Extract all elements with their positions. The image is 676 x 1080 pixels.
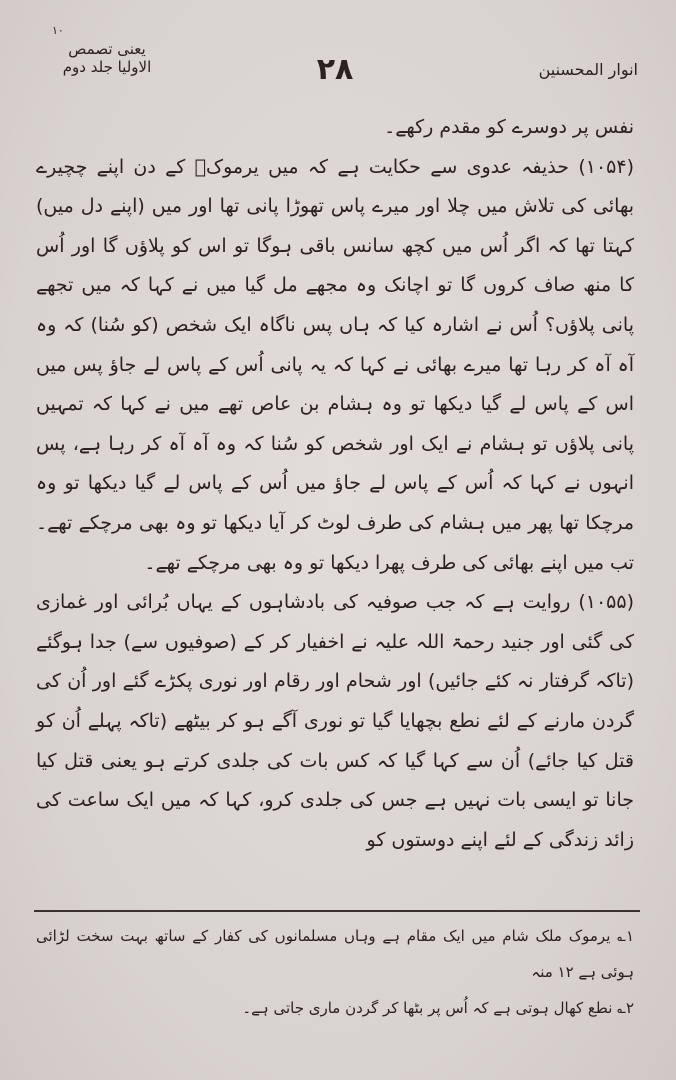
footnote-divider <box>34 910 640 912</box>
body-text <box>36 108 634 860</box>
footnote: ۲؎ نطع کھال ہوتی ہے کہ اُس پر بٹھا کر گردن ماری جاتی ہے۔ <box>242 999 634 1017</box>
running-header <box>52 22 162 76</box>
footnote: ۱؎ یرموک ملک شام میں ایک مقام ہے وہاں مسلمانوں کی کفار کے ساتھ بہت سخت لڑائی ہوئی ہے ۱۲ منہ <box>36 927 634 981</box>
paragraph: (۱۰۵۴) حذیفہ عدوی سے حکایت ہے کہ میں یرموکؔ کے دن اپنے چچیرے بھائی کی تلاش میں چلا اور میرے پاس تھوڑا پانی تھا اور میں (اپنے دل میں) کہتا تھا کہ اگر اُس میں کچھ سانس باقی ہوگا تو اس کو پلاؤں گا اور اُس کا منھ صاف کروں گا تو اچانک وہ مجھے مل گیا میں نے کہا کہ میں تجھے پانی پلاؤں؟ اُس نے اشارہ کیا کہ ہاں پس ناگاہ ایک شخص (کو سُنا) کہ وہ آہ آہ کر رہا تھا میرے بھائی نے کہا کہ یہ پانی اُس کے پاس لے جاؤ پس میں اس کے پاس لے گیا دیکھا تو وہ ہشام بن عاص تھے میں نے کہا کہ تمہیں پانی پلاؤں تو ہشام نے ایک اور شخص کو سُنا کہ وہ آہ آہ کر رہا ہے، پس انہوں نے کہا کہ اُس کے پاس لے جاؤ میں اُس کے پاس لے گیا دیکھا تو وہ مرچکا تھا پھر میں ہشام کی طرف لوٹ کر آیا دیکھا تو وہ بھی مرچکے تھے۔ تب میں اپنے بھائی کی طرف پھرا دیکھا تو وہ بھی مرچکے تھے۔ <box>36 155 634 574</box>
paragraph: (۱۰۵۵) روایت ہے کہ جب صوفیہ کی بادشاہوں کے یہاں بُرائی اور غمازی کی گئی اور جنید رحمۃ اللہ علیہ نے اخفیار کر کے (صوفیوں سے) جدا ہوگئے (تاکہ گرفتار نہ کئے جائیں) اور شحام اور رقام اور نوری پکڑے گئے اور اُن کی گردن مارنے کے لئے نطع بچھایا گیا تو نوری آگے ہو کر بیٹھے (تاکہ پہلے اُن کو قتل کیا جائے) اُن سے کہا گیا کہ کس بات کی جلدی کرتے ہو یعنی قتل کیا جانا تو ایسی بات نہیں ہے جس کی جلدی کرو، کہا کہ میں ایک ساعت کی زائد زندگی کے لئے اپنے دوستوں کو <box>36 591 634 851</box>
page-number: ۲۸ <box>316 52 354 87</box>
book-title: انوار المحسنین <box>538 60 638 79</box>
paragraph: نفس پر دوسرے کو مقدم رکھے۔ <box>384 116 634 138</box>
footnotes <box>36 918 634 1026</box>
running-header-title: یعنی تصمص الاولیا جلد دوم <box>62 40 152 76</box>
running-header-number: ۱۰ <box>52 24 64 37</box>
